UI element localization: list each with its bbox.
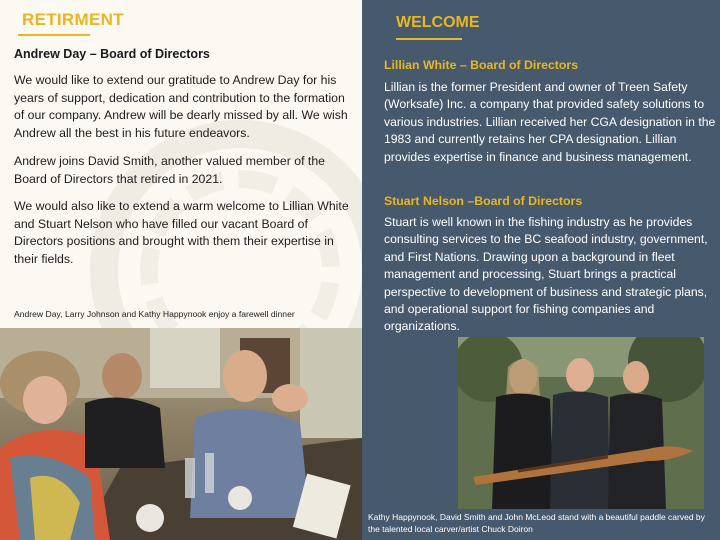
paddle-photo-art: [458, 337, 704, 509]
retirement-subheading: Andrew Day – Board of Directors: [14, 47, 210, 61]
retirement-paragraph-1: We would like to extend our gratitude to Andrew Day for his years of support, dedication and contribution to the formation of our company. Andrew will be dearly missed by all. We wish Andrew all the best in his future endeavors.: [14, 73, 348, 140]
stuart-nelson-title: Stuart Nelson –Board of Directors: [384, 194, 583, 208]
farewell-dinner-photo-art: [0, 328, 362, 540]
welcome-panel: [362, 0, 720, 540]
retirement-paragraph-2: Andrew joins David Smith, another valued member of the Board of Directors that retired in 2021.: [14, 154, 325, 186]
paddle-photo: [458, 337, 704, 509]
stuart-nelson-bio: Stuart is well known in the fishing industry as he provides consulting services to the BC seafood industry, government, and First Nations. Drawing upon a background in fleet management and processing, Stuart brings a practical perspective to development of business and strategic plans, and operational support for fishing companies and organizations.: [384, 215, 708, 334]
welcome-heading-underline: [396, 38, 462, 40]
lillian-white-bio: Lillian is the former President and owner of Treen Safety (Worksafe) Inc. a company that provided safety solutions to various industries. Lillian received her CGA designation in the 1983 and currently retains her CPA designation. Lillian provides expertise in finance and business management.: [384, 80, 716, 164]
paddle-photo-caption: Kathy Happynook, David Smith and John McLeod stand with a beautiful paddle carved by the talented local carver/artist Chuck Doiron: [368, 512, 705, 534]
retirement-heading-underline: [18, 34, 90, 36]
farewell-photo-caption: Andrew Day, Larry Johnson and Kathy Happynook enjoy a farewell dinner: [14, 309, 295, 319]
retirement-heading: RETIRMENT: [22, 10, 124, 29]
retirement-paragraph-3: We would also like to extend a warm welcome to Lillian White and Stuart Nelson who have filled our vacant Board of Directors positions and brought with them their expertise in their fields.: [14, 199, 349, 266]
welcome-heading: WELCOME: [396, 14, 480, 31]
lillian-white-title: Lillian White – Board of Directors: [384, 58, 579, 72]
farewell-dinner-photo: [0, 328, 362, 540]
